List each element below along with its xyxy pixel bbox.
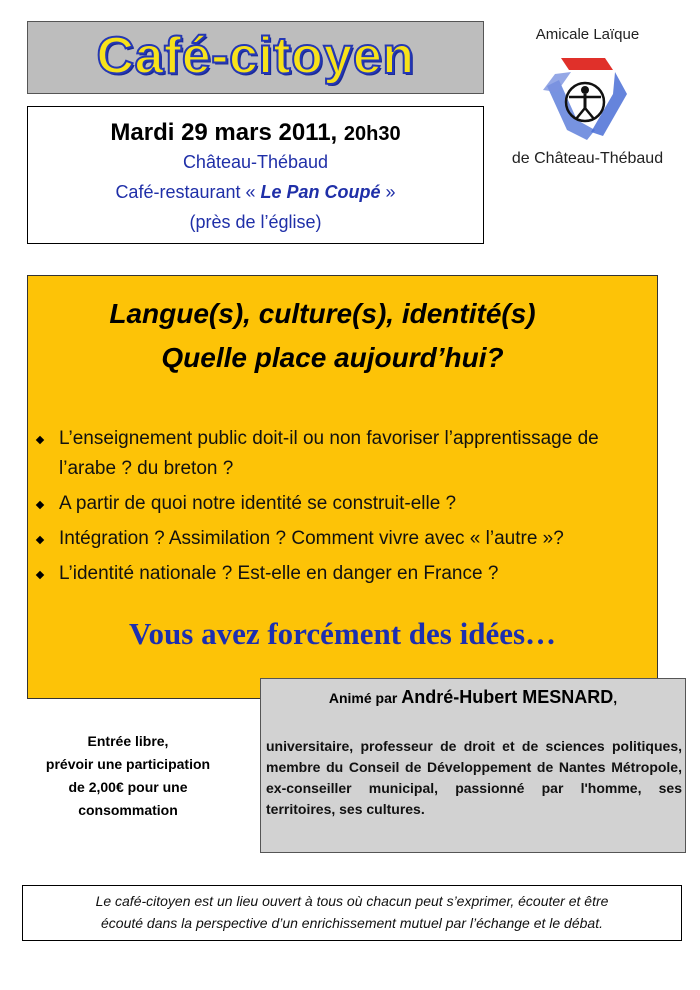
headline-primary: Langue(s), culture(s), identité(s) bbox=[109, 298, 536, 329]
presenter-line bbox=[261, 687, 685, 708]
bullet-diamond-icon bbox=[36, 501, 44, 509]
list-item: L’identité nationale ? Est-elle en danger en France ? bbox=[36, 559, 651, 589]
main-topic-panel bbox=[27, 275, 658, 699]
logo-figure bbox=[566, 83, 604, 121]
venue-note: (près de l’église) bbox=[189, 212, 322, 232]
presenter-panel bbox=[260, 678, 686, 853]
venue-name: Le Pan Coupé bbox=[260, 182, 381, 202]
event-date: Mardi 29 mars 2011, bbox=[110, 119, 338, 146]
footer-line: Le café-citoyen est un lieu ouvert à tous où chacun peut s’exprimer, écouter et être bbox=[95, 893, 609, 909]
vitruvian-figure-icon bbox=[533, 50, 633, 145]
title-banner bbox=[27, 21, 484, 94]
list-item: Intégration ? Assimilation ? Comment vivre avec « l’autre »? bbox=[36, 524, 651, 554]
entry-line: Entrée libre, bbox=[87, 733, 169, 749]
event-venue bbox=[28, 177, 483, 207]
bullet-diamond-icon bbox=[36, 436, 44, 444]
tagline: Vous avez forcément des idées… bbox=[128, 616, 557, 651]
list-item: A partir de quoi notre identité se construit-elle ? bbox=[36, 489, 651, 519]
presenter-prefix: Animé par bbox=[328, 690, 402, 706]
entry-line: prévoir une participation bbox=[45, 756, 211, 772]
presenter-bio: universitaire, professeur de droit et de sciences politiques, membre du Conseil de Développement de Nantes Métropole, ex-conseiller municipal, passionné par l'homme, ses territoires, ses cultures. bbox=[266, 738, 682, 817]
footer-line: écouté dans la perspective d’un enrichissement mutuel par l’échange et le débat. bbox=[101, 915, 603, 931]
event-town: Château-Thébaud bbox=[182, 152, 329, 172]
headline-secondary: Quelle place aujourd’hui? bbox=[161, 342, 504, 373]
event-date-line bbox=[28, 119, 483, 147]
page-title: Café-citoyen bbox=[96, 26, 415, 85]
event-details bbox=[27, 106, 484, 244]
footer-note bbox=[22, 885, 682, 941]
venue-prefix: Café-restaurant « bbox=[115, 182, 261, 202]
entry-line: consommation bbox=[78, 802, 178, 818]
venue-suffix: » bbox=[380, 182, 396, 202]
entry-line: de 2,00€ pour une bbox=[68, 779, 188, 795]
organizer-location: de Château-Thébaud bbox=[511, 150, 664, 167]
organizer-name: Amicale Laïque bbox=[535, 26, 640, 43]
event-time: 20h30 bbox=[343, 123, 401, 145]
presenter-name: André-Hubert MESNARD bbox=[401, 687, 614, 707]
bullet-diamond-icon bbox=[36, 571, 44, 579]
entry-info bbox=[18, 730, 238, 822]
bullet-diamond-icon bbox=[36, 536, 44, 544]
presenter-suffix: , bbox=[613, 690, 618, 706]
question-list bbox=[36, 424, 651, 594]
list-item: L’enseignement public doit-il ou non favoriser l’apprentissage de l’arabe ? du breton ? bbox=[36, 424, 651, 484]
